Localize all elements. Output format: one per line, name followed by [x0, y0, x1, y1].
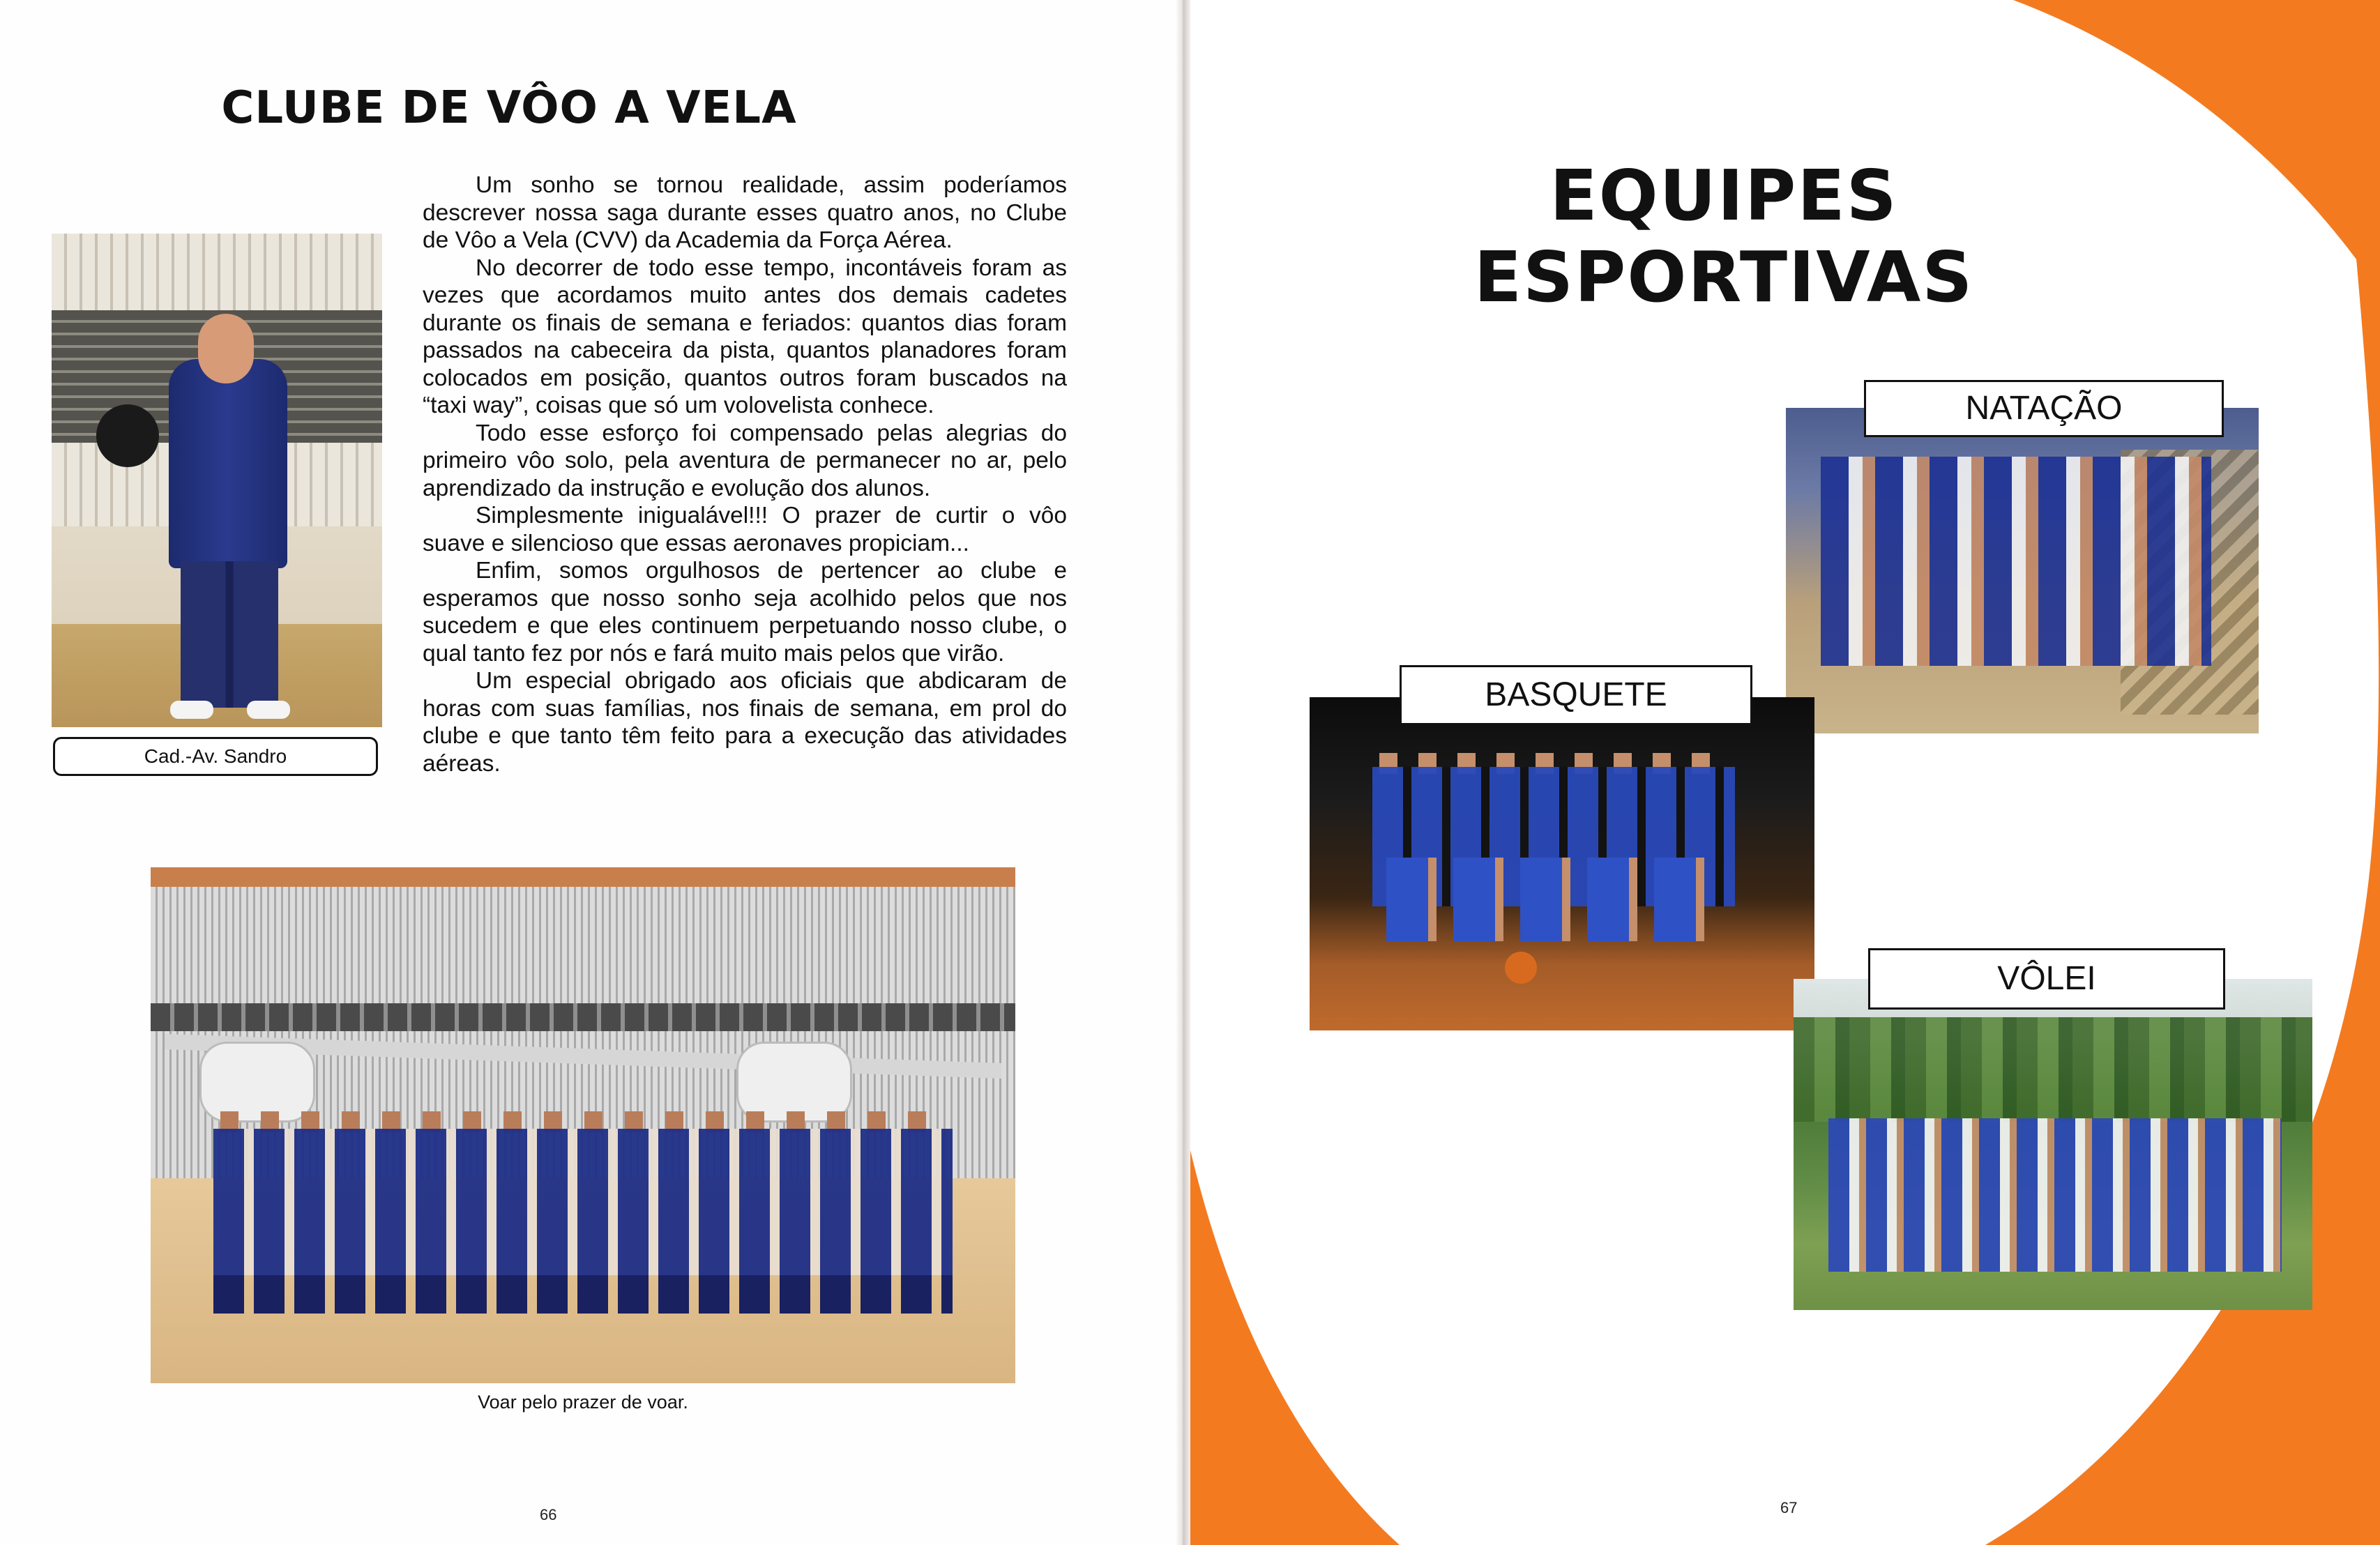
photo-basketball-team [1310, 697, 1814, 1030]
crew-lineup [213, 1129, 953, 1275]
volleyball-players [1828, 1118, 2282, 1272]
portrait-photo-cadet [52, 234, 382, 727]
paragraph: Um especial obrigado aos oficiais que abdicaram de horas com suas famílias, nos finais de semana, em prol do clube e que tanto têm feito para a execução das atividades aéreas. [423, 668, 1067, 777]
page-title-left: CLUBE DE VÔO A VELA [221, 82, 797, 134]
page-number-right: 67 [1780, 1499, 1798, 1516]
basketball [1505, 952, 1537, 984]
portrait-caption: Cad.-Av. Sandro [53, 737, 378, 776]
propeller [96, 404, 159, 467]
hangar-windows [151, 1003, 1015, 1031]
group-photo-caption: Voar pelo prazer de voar. [478, 1392, 688, 1413]
shoe-left [170, 701, 213, 719]
page-title-right: EQUIPES ESPORTIVAS [1473, 155, 1974, 318]
paragraph: Um sonho se tornou realidade, assim poderíamos descrever nossa saga durante esses quatro anos, no Clube de Vôo a Vela (CVV) da Academia da Força Aérea. [423, 172, 1067, 253]
paragraph: Enfim, somos orgulhosos de pertencer ao clube e esperamos que nosso sonho seja acolhido pelos que nos sucedem e que eles continuem perpetuando nosso clube, o qual tanto fez por nós e fará muito mais pelos que virão. [423, 558, 1067, 667]
swimmers [1821, 457, 2211, 666]
tow-plane-left [199, 1042, 315, 1122]
cadet-trousers [181, 561, 278, 708]
label-natacao: NATAÇÃO [1864, 380, 2224, 437]
players-kneeling [1386, 858, 1721, 941]
right-page [1190, 0, 2380, 1545]
article-body [423, 172, 1067, 777]
page-number-left: 66 [540, 1506, 557, 1523]
left-page [0, 0, 1182, 1545]
orange-swoosh-bottom-left [1190, 1150, 1400, 1545]
tree-line [1794, 1017, 2312, 1122]
crew-legs [213, 1275, 953, 1314]
cadet-jacket [169, 359, 287, 568]
hangar-roof [151, 867, 1015, 887]
tow-plane-right [736, 1042, 852, 1122]
book-gutter [1175, 0, 1190, 1545]
photo-swimming-team [1786, 408, 2259, 733]
paragraph: No decorrer de todo esse tempo, incontáveis foram as vezes que acordamos muito antes dos demais cadetes durante os finais de semana e feriados: quantos dias foram passados na cabeceira da pista, quantos planadores foram colocados em posição, quantos outros foram buscados na “taxi way”, coisas que só um volovelista conhece. [423, 254, 1067, 418]
label-volei: VÔLEI [1868, 948, 2225, 1010]
paragraph: Simplesmente inigualável!!! O prazer de curtir o vôo suave e silencioso que essas aeronaves propiciam... [423, 503, 1067, 556]
label-basquete: BASQUETE [1400, 665, 1752, 725]
group-photo-gliding-club [151, 867, 1015, 1383]
photo-volleyball-team [1794, 979, 2312, 1310]
cadet-head [198, 314, 254, 383]
paragraph: Todo esse esforço foi compensado pelas alegrias do primeiro vôo solo, pela aventura de permanecer no ar, pelo aprendizado da instrução e evolução dos alunos. [423, 420, 1067, 501]
shoe-right [247, 701, 290, 719]
